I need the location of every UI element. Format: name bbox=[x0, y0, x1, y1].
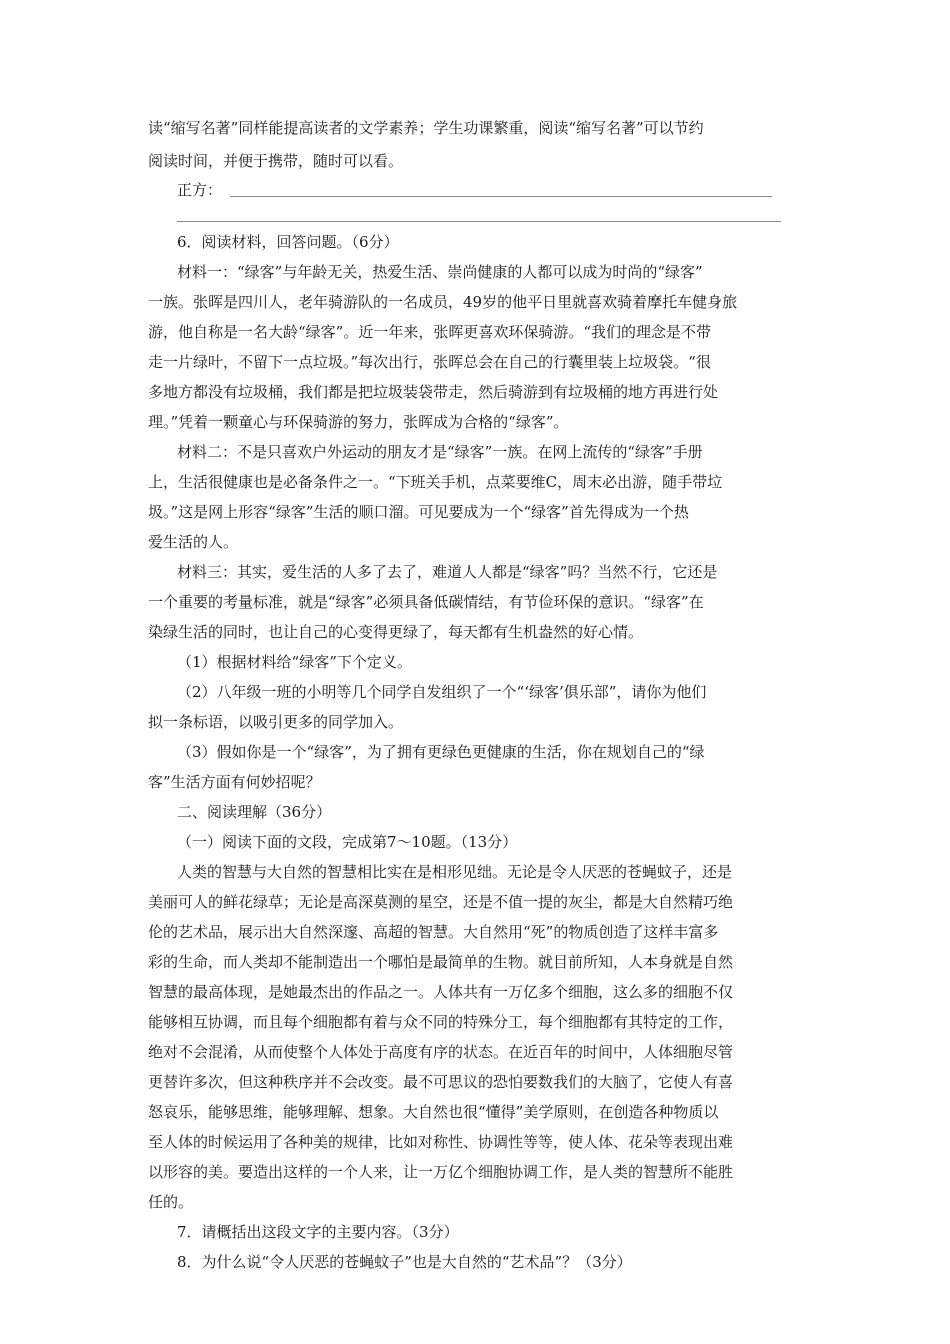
question-7: 7．请概括出这段文字的主要内容。（3分） bbox=[177, 1223, 459, 1241]
material-1-line: 理。”凭着一颗童心与环保骑游的努力，张晖成为合格的“绿客”。 bbox=[148, 413, 569, 431]
intro-line: 阅读时间，并便于携带，随时可以看。 bbox=[148, 152, 404, 170]
material-1-line: 多地方都没有垃圾桶，我们都是把垃圾装袋带走，然后骑游到有垃圾桶的地方再进行处 bbox=[148, 383, 719, 401]
part-1-heading: （一）阅读下面的文段，完成第7～10题。（13分） bbox=[177, 833, 518, 851]
material-1-line: 走一片绿叶，不留下一点垃圾。”每次出行，张晖总会在自己的行囊里装上垃圾袋。“很 bbox=[148, 353, 711, 371]
material-3-line: 材料三：其实，爱生活的人多了去了，难道人人都是“绿客”吗？当然不行，它还是 bbox=[177, 563, 718, 581]
question-6-heading: 6．阅读材料，回答问题。（6分） bbox=[177, 233, 399, 251]
proponent-label: 正方： bbox=[177, 181, 223, 199]
sub-question-3: 客”生活方面有何妙招呢？ bbox=[148, 773, 321, 791]
material-1-line: 一族。张晖是四川人，老年骑游队的一名成员，49岁的他平日里就喜欢骑着摩托车健身旅 bbox=[148, 293, 738, 311]
material-2-line: 爱生活的人。 bbox=[148, 533, 239, 551]
passage-line: 智慧的最高体现，是她最杰出的作品之一。人体共有一万亿多个细胞，这么多的细胞不仅 bbox=[148, 983, 734, 1001]
passage-line: 彩的生命，而人类却不能制造出一个哪怕是最简单的生物。就目前所知，人本身就是自然 bbox=[148, 953, 734, 971]
sub-question-1: （1）根据材料给“绿客”下个定义。 bbox=[177, 653, 412, 671]
passage-line: 任的。 bbox=[148, 1193, 194, 1211]
section-2-heading: 二、阅读理解（36分） bbox=[177, 803, 332, 821]
answer-line[interactable] bbox=[177, 221, 781, 222]
material-3-line: 一个重要的考量标准，就是“绿客”必须具备低碳情结，有节俭环保的意识。“绿客”在 bbox=[148, 593, 704, 611]
passage-line: 绝对不会混淆，从而使整个人体处于高度有序的状态。在近百年的时间中，人体细胞尽管 bbox=[148, 1043, 734, 1061]
passage-line: 人类的智慧与大自然的智慧相比实在是相形见绌。无论是令人厌恶的苍蝇蚊子，还是 bbox=[177, 863, 733, 881]
sub-question-2: 拟一条标语，以吸引更多的同学加入。 bbox=[148, 713, 404, 731]
passage-line: 能够相互协调，而且每个细胞都有着与众不同的特殊分工，每个细胞都有其特定的工作， bbox=[148, 1013, 734, 1031]
answer-line[interactable] bbox=[230, 196, 772, 197]
material-1-line: 游，他自称是一名大龄“绿客”。近一年来，张晖更喜欢环保骑游。“我们的理念是不带 bbox=[148, 323, 712, 341]
intro-line: 读“缩写名著”同样能提高读者的文学素养；学生功课繁重，阅读“缩写名著”可以节约 bbox=[148, 119, 704, 137]
material-1-line: 材料一：“绿客”与年龄无关，热爱生活、崇尚健康的人都可以成为时尚的“绿客” bbox=[177, 263, 703, 281]
material-2-line: 上，生活很健康也是必备条件之一。“下班关手机，点菜要维C，周末必出游，随手带垃 bbox=[148, 473, 723, 491]
material-3-line: 染绿生活的同时，也让自己的心变得更绿了，每天都有生机盎然的好心情。 bbox=[148, 623, 644, 641]
material-2-line: 材料二：不是只喜欢户外运动的朋友才是“绿客”一族。在网上流传的“绿客”手册 bbox=[177, 443, 703, 461]
passage-line: 美丽可人的鲜花绿草；无论是高深莫测的星空，还是不值一提的灰尘，都是大自然精巧绝 bbox=[148, 893, 734, 911]
question-8: 8．为什么说“令人厌恶的苍蝇蚊子”也是大自然的“艺术品”？（3分） bbox=[177, 1253, 632, 1271]
sub-question-2: （2）八年级一班的小明等几个同学自发组织了一个“‘绿客’俱乐部”，请你为他们 bbox=[177, 683, 707, 701]
passage-line: 怒哀乐，能够思维，能够理解、想象。大自然也很“懂得”美学原则，在创造各种物质以 bbox=[148, 1103, 719, 1121]
passage-line: 伦的艺术品，展示出大自然深邃、高超的智慧。大自然用“死”的物质创造了这样丰富多 bbox=[148, 923, 719, 941]
sub-question-3: （3）假如你是一个“绿客”，为了拥有更绿色更健康的生活，你在规划自己的“绿 bbox=[177, 743, 705, 761]
material-2-line: 圾。”这是网上形容“绿客”生活的顺口溜。可见要成为一个“绿客”首先得成为一个热 bbox=[148, 503, 689, 521]
passage-line: 以形容的美。要造出这样的一个人来，让一万亿个细胞协调工作，是人类的智慧所不能胜 bbox=[148, 1163, 734, 1181]
passage-line: 至人体的时候运用了各种美的规律，比如对称性、协调性等等，使人体、花朵等表现出难 bbox=[148, 1133, 734, 1151]
passage-line: 更替许多次，但这种秩序并不会改变。最不可思议的恐怕要数我们的大脑了，它使人有喜 bbox=[148, 1073, 734, 1091]
